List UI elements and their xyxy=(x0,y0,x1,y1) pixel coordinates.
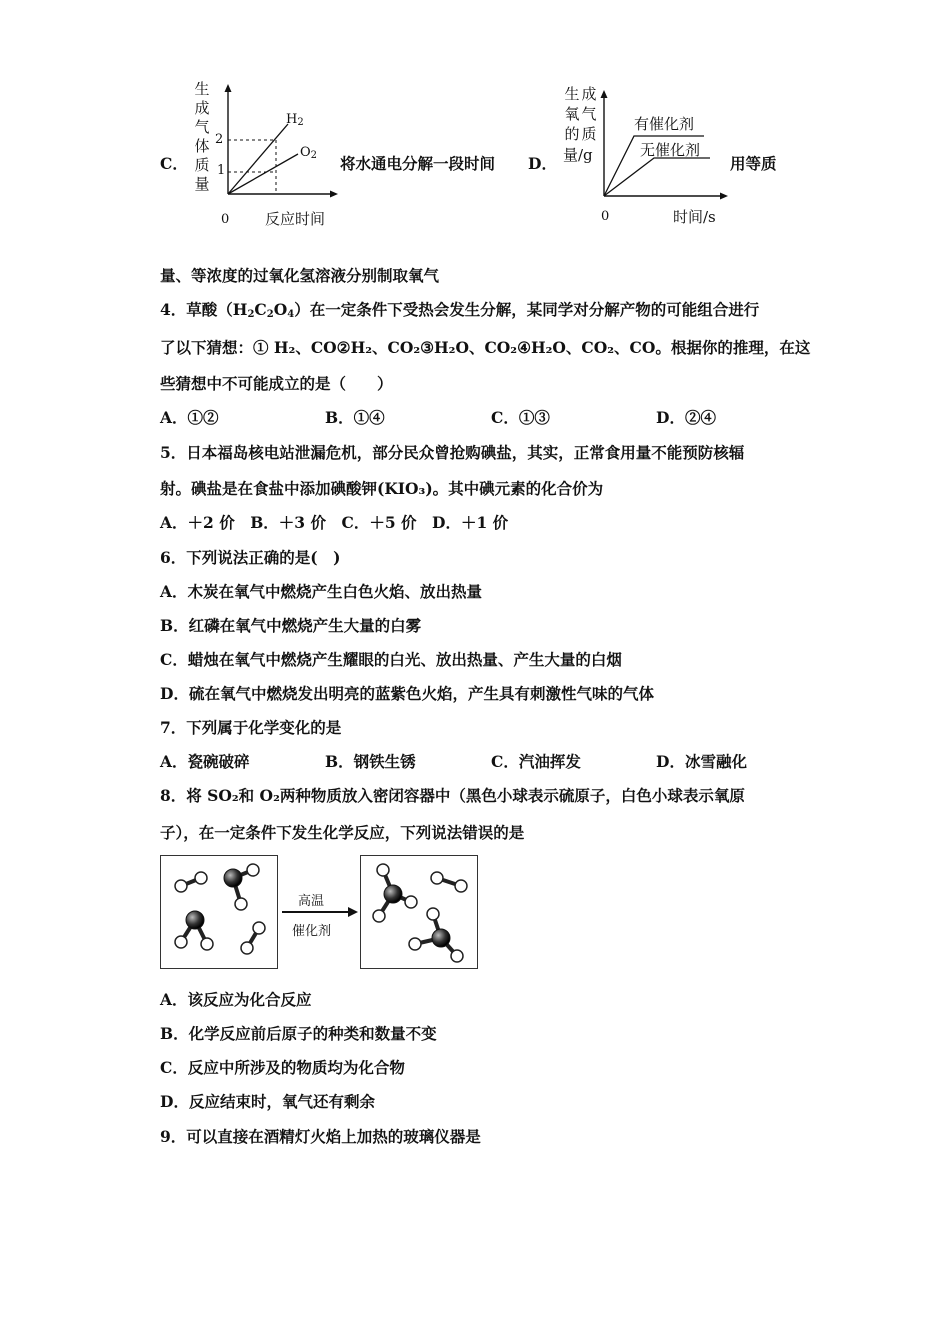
o2-molecule xyxy=(175,872,207,892)
option-d-ylabel-char: 的 xyxy=(564,125,580,143)
option-d-series2-label: 无催化剂 xyxy=(640,141,701,159)
so3-molecule xyxy=(409,908,463,962)
q5-options: A．＋2 价 B．＋3 价 C．＋5 价 D．＋1 价 xyxy=(160,513,509,532)
option-d-origin: 0 xyxy=(601,209,610,224)
products-box xyxy=(360,855,478,969)
q5-stem-line1: 5．日本福岛核电站泄漏危机，部分民众曾抢购碘盐，其实，正常食用量不能预防核辐 xyxy=(160,443,745,462)
q8-option-c: C．反应中所涉及的物质均为化合物 xyxy=(160,1058,405,1077)
option-c-tick-2: 2 xyxy=(215,132,224,147)
q6-option-d: D．硫在氧气中燃烧发出明亮的蓝紫色火焰，产生具有刺激性气味的气体 xyxy=(160,684,654,703)
q6-stem: 6．下列说法正确的是( ) xyxy=(160,548,341,567)
option-c-tick-1: 1 xyxy=(217,163,226,178)
q8-option-b: B．化学反应前后原子的种类和数量不变 xyxy=(160,1024,437,1043)
so3-molecule xyxy=(373,864,417,922)
option-d-xlabel: 时间/s xyxy=(673,208,716,226)
h2-line xyxy=(228,124,288,194)
q6-option-b: B．红磷在氧气中燃烧产生大量的白雾 xyxy=(160,616,422,635)
option-c-ylabel-char: 质 xyxy=(194,156,210,174)
option-c-h2-label: $H_2$ xyxy=(286,112,304,128)
q9-stem: 9．可以直接在酒精灯火焰上加热的玻璃仪器是 xyxy=(160,1127,481,1146)
q6-option-c: C．蜡烛在氧气中燃烧产生耀眼的白光、放出热量、产生大量的白烟 xyxy=(160,650,622,669)
option-d-ylabel-char: 成 xyxy=(581,85,597,103)
option-d-ylabel-char: 气 xyxy=(581,105,597,123)
q4-option-d: D．②④ xyxy=(656,408,716,427)
option-d-ylabel-char: 生 xyxy=(564,85,580,103)
q4-option-a: A．①② xyxy=(160,408,219,427)
q8-option-d: D．反应结束时，氧气还有剩余 xyxy=(160,1092,375,1111)
q4-stem-line1: 4．草酸$(H_2C_2O_4)$在一定条件下受热会发生分解，某同学对分解产物的可能组合进行 xyxy=(160,300,760,320)
option-d-ylabel-char: 氧 xyxy=(564,105,580,123)
q7-option-c: C．汽油挥发 xyxy=(491,752,581,771)
q4-stem-line2: 了以下猜想：① H₂、CO②H₂、CO₂③H₂O、CO₂④H₂O、CO₂、CO。根据你的推理，在这 xyxy=(160,338,811,357)
option-d-letter: D． xyxy=(528,154,557,173)
q4-stem-line3: 些猜想中不可能成立的是（ ） xyxy=(160,374,393,393)
reaction-arrow xyxy=(280,905,360,919)
q7-option-b: B．钢铁生锈 xyxy=(325,752,416,771)
option-d-ylabel-char: 量/g xyxy=(563,146,593,164)
so2-molecule xyxy=(224,864,259,910)
q8-stem-line1: 8．将 SO₂和 O₂两种物质放入密闭容器中（黑色小球表示硫原子，白色小球表示氧原 xyxy=(160,786,745,805)
condition-bottom: 催化剂 xyxy=(292,924,332,939)
so2-molecule xyxy=(175,911,213,950)
q6-option-a: A．木炭在氧气中燃烧产生白色火焰、放出热量 xyxy=(160,582,483,601)
option-c-ylabel-char: 生 xyxy=(194,80,210,98)
condition-top: 高温 xyxy=(298,894,325,909)
q4-option-b: B．①④ xyxy=(325,408,385,427)
option-c-graph xyxy=(210,82,340,202)
q8-stem-line2: 子），在一定条件下发生化学反应，下列说法错误的是 xyxy=(160,823,525,842)
q7-option-d: D．冰雪融化 xyxy=(656,752,747,771)
o2-molecule xyxy=(431,872,467,892)
option-c-letter: C． xyxy=(160,154,188,173)
option-c-description: 将水通电分解一段时间 xyxy=(340,154,496,173)
q3-continuation: 量、等浓度的过氧化氢溶液分别制取氧气 xyxy=(160,266,440,285)
option-d-series1-label: 有催化剂 xyxy=(634,115,695,133)
option-c-ylabel-char: 气 xyxy=(194,118,210,136)
option-c-ylabel-char: 体 xyxy=(194,137,210,155)
option-c-origin: 0 xyxy=(221,212,230,227)
q5-stem-line2: 射。碘盐是在食盐中添加碘酸钾(KIO₃)。其中碘元素的化合价为 xyxy=(160,479,604,498)
option-d-ylabel-char: 质 xyxy=(581,125,597,143)
q7-stem: 7．下列属于化学变化的是 xyxy=(160,718,342,737)
o2-line xyxy=(228,154,298,194)
option-c-ylabel-char: 量 xyxy=(194,175,210,193)
q7-option-a: A．瓷碗破碎 xyxy=(160,752,250,771)
o2-molecule xyxy=(241,922,265,954)
option-d-description-tail: 用等质 xyxy=(730,154,777,173)
option-c-ylabel-char: 成 xyxy=(194,99,210,117)
q8-option-a: A．该反应为化合反应 xyxy=(160,990,312,1009)
option-c-o2-label: $O_2$ xyxy=(300,145,318,161)
option-c-xlabel: 反应时间 xyxy=(265,210,326,228)
reactants-box xyxy=(160,855,278,969)
q4-option-c: C．①③ xyxy=(491,408,550,427)
